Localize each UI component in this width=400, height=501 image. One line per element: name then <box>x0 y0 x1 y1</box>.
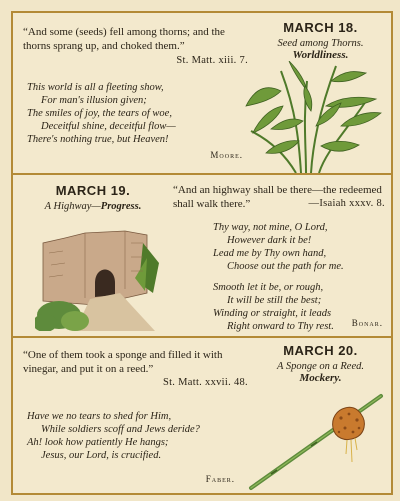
poem-line: Have we no tears to shed for Him, <box>27 411 172 422</box>
quote-text: “And some (seeds) fell among thorns; and the thorns sprang up, and choked them.” <box>23 26 225 52</box>
theme: Mockery. <box>299 372 342 384</box>
poem-line: However dark it be! <box>227 235 312 246</box>
scripture-reference: —Isaiah xxxv. 8. <box>308 198 385 209</box>
poem-line: While soldiers scoff and Jews deride? <box>41 424 200 435</box>
theme: Progress. <box>100 201 142 212</box>
highway-gate-illustration <box>35 223 165 331</box>
panel-march-18 <box>13 13 391 173</box>
poem-line: Jesus, our Lord, is crucified. <box>41 450 162 461</box>
author: Faber. <box>205 474 235 484</box>
poem-line: Right onward to Thy rest. <box>227 321 334 332</box>
scripture-reference: St. Matt. xiii. 7. <box>176 55 248 66</box>
subtitle: Seed among Thorns. <box>277 38 364 49</box>
poem-stanza-break <box>213 273 388 281</box>
poem-line: Deceitful shine, deceitful flow— <box>41 121 176 132</box>
poem-line: Smooth let it be, or rough, <box>213 282 324 293</box>
quote-text: “And an highway shall be there—the redeemed shall walk there.” <box>173 184 382 210</box>
poem-line: Winding or straight, it leads <box>213 308 332 319</box>
poem-line: This world is all a fleeting show, <box>27 82 164 93</box>
poem <box>213 221 388 333</box>
poem-line: Choose out the path for me. <box>227 261 344 272</box>
poem <box>27 81 252 146</box>
sponge-on-reed-illustration <box>241 388 386 493</box>
author: Bonar. <box>351 318 383 328</box>
poem-line: The smiles of joy, the tears of woe, <box>27 108 172 119</box>
date-heading: MARCH 19. <box>55 183 131 198</box>
panel-march-20 <box>13 338 391 493</box>
poem-line: For man's illusion given; <box>41 95 147 106</box>
date-heading: MARCH 18. <box>283 20 358 35</box>
poem-line: There's nothing true, but Heaven! <box>27 134 169 145</box>
poem-line: Lead me by Thy own hand, <box>213 248 327 259</box>
theme: Worldliness. <box>292 49 349 61</box>
poem-line: It will be still the best; <box>227 295 322 306</box>
poem-line: Ah! look how patiently He hangs; <box>27 437 169 448</box>
poem <box>27 410 252 462</box>
scripture-reference: St. Matt. xxvii. 48. <box>162 377 248 388</box>
quote-text: “One of them took a sponge and filled it with vinegar, and put it on a reed.” <box>23 349 223 375</box>
subtitle: A Sponge on a Reed. <box>277 361 364 372</box>
author: Moore. <box>210 150 243 160</box>
date-heading: MARCH 20. <box>283 343 358 358</box>
subtitle-text: A Highway— <box>44 201 101 212</box>
poem-line: Thy way, not mine, O Lord, <box>213 222 328 233</box>
thorn-plant-illustration <box>241 61 386 173</box>
panel-march-19 <box>13 175 391 336</box>
subtitle <box>28 200 158 213</box>
calendar-page <box>11 11 393 495</box>
